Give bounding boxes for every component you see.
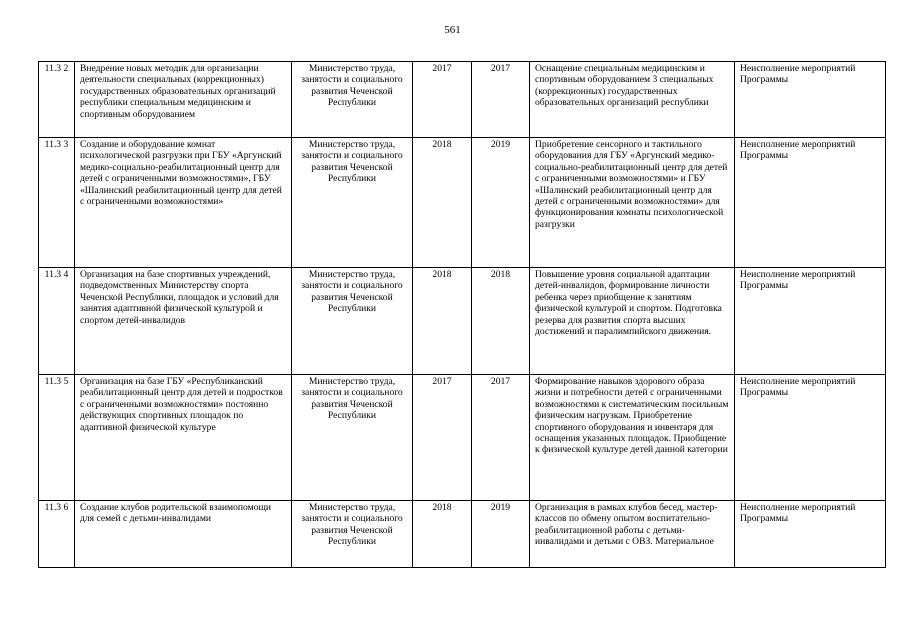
start-year-cell: 2017 <box>413 62 472 138</box>
row-number-cell: 11.3 5 <box>39 375 75 501</box>
activity-name-cell: Организация на базе спортивных учреждений, подведомственных Министерству спорта Чеченской Республики, площадок и условий для занятия адаптивной физической культурой и спортом детей-инвалидов <box>75 268 292 375</box>
row-number-cell: 11.3 4 <box>39 268 75 375</box>
end-year-cell: 2019 <box>472 138 530 268</box>
table-row <box>39 501 886 568</box>
start-year-cell: 2018 <box>413 501 472 568</box>
start-year-cell: 2018 <box>413 138 472 268</box>
executor-name-cell: Министерство труда, занятости и социального развития Чеченской Республики <box>292 62 413 138</box>
expected-result-cell: Повышение уровня социальной адаптации детей-инвалидов, формирование личности ребенка через приобщение к занятиям физической культурой и спортом. Подготовка резерва для развития спорта высших достижений и паралимпийского движения. <box>530 268 735 375</box>
risk-consequence-cell: Неисполнение мероприятий Программы <box>735 375 886 501</box>
activity-name-cell: Внедрение новых методик для организации деятельности специальных (коррекционных) государственных образовательных организаций республики специальным медицинским и спортивным оборудованием <box>75 62 292 138</box>
risk-consequence-cell: Неисполнение мероприятий Программы <box>735 268 886 375</box>
executor-name-cell: Министерство труда, занятости и социального развития Чеченской Республики <box>292 138 413 268</box>
risk-consequence-cell: Неисполнение мероприятий Программы <box>735 501 886 568</box>
risk-consequence-cell: Неисполнение мероприятий Программы <box>735 138 886 268</box>
executor-name-cell: Министерство труда, занятости и социального развития Чеченской Республики <box>292 501 413 568</box>
risk-consequence-cell: Неисполнение мероприятий Программы <box>735 62 886 138</box>
executor-name-cell: Министерство труда, занятости и социального развития Чеченской Республики <box>292 268 413 375</box>
end-year-cell: 2017 <box>472 375 530 501</box>
expected-result-cell: Приобретение сенсорного и тактильного оборудования для ГБУ «Аргунский медико-социально-реабилитационный центр для детей с ограниченными возможностями» и ГБУ «Шалинский реабилитационный центр для детей с ограниченными возможностями» для функционирования комнаты психологической разгрузки <box>530 138 735 268</box>
table-row <box>39 375 886 501</box>
start-year-cell: 2017 <box>413 375 472 501</box>
table-row <box>39 268 886 375</box>
activity-name-cell: Организация на базе ГБУ «Республиканский реабилитационный центр для детей и подростков с ограниченными возможностями» постоянно действующих спортивных площадок по адаптивной физической культуре <box>75 375 292 501</box>
activity-name-cell: Создание и оборудование комнат психологической разгрузки при ГБУ «Аргунский медико-социально-реабилитационный центр для детей с ограниченными возможностями», ГБУ «Шалинский реабилитационный центр для детей с ограниченными возможностями» <box>75 138 292 268</box>
activities-table-body <box>39 62 886 568</box>
end-year-cell: 2019 <box>472 501 530 568</box>
row-number-cell: 11.3 6 <box>39 501 75 568</box>
expected-result-cell: Формирование навыков здорового образа жизни и потребности детей с ограниченными возможностями к систематическим посильным физическим нагрузкам. Приобретение спортивного оборудования и инвентаря для оснащения указанных площадок. Приобщение к физической культуре детей данной категории <box>530 375 735 501</box>
activity-name-cell: Создание клубов родительской взаимопомощи для семей с детьми-инвалидами <box>75 501 292 568</box>
row-number-cell: 11.3 2 <box>39 62 75 138</box>
page-number: 561 <box>444 24 461 36</box>
row-number-cell: 11.3 3 <box>39 138 75 268</box>
expected-result-cell: Организация в рамках клубов бесед, мастер-классов по обмену опытом воспитательно-реабилитационной работы с детьми-инвалидами и детьми с ОВЗ. Материальное <box>530 501 735 568</box>
table-row <box>39 62 886 138</box>
expected-result-cell: Оснащение специальным медицинским и спортивным оборудованием 3 специальных (коррекционных) государственных образовательных организаций республики <box>530 62 735 138</box>
executor-name-cell: Министерство труда, занятости и социального развития Чеченской Республики <box>292 375 413 501</box>
table-row <box>39 138 886 268</box>
start-year-cell: 2018 <box>413 268 472 375</box>
activities-table <box>38 61 886 568</box>
end-year-cell: 2017 <box>472 62 530 138</box>
end-year-cell: 2018 <box>472 268 530 375</box>
